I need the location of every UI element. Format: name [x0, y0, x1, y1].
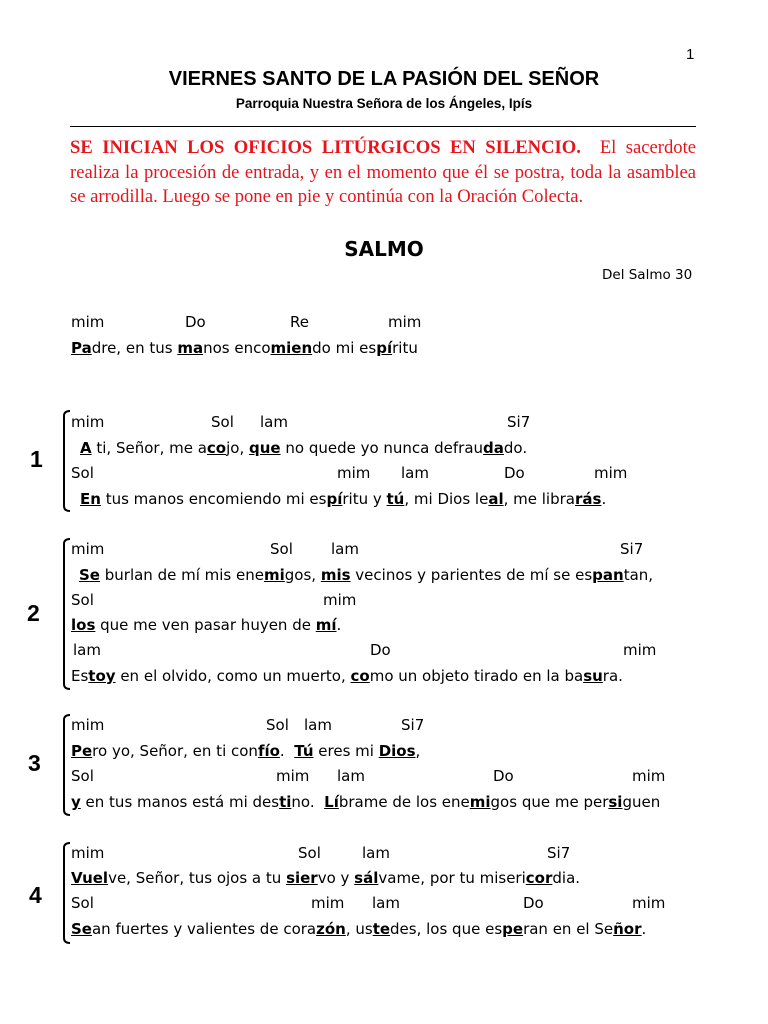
lyric-text: en el olvido, como un muerto, — [115, 667, 351, 685]
chord: mim — [276, 767, 310, 785]
stanza-3-lyric-2 — [71, 793, 660, 811]
chord: mim — [71, 540, 105, 558]
stanza-1-lyric-2 — [80, 490, 606, 508]
chord: lam — [401, 464, 429, 482]
lyric-text: , — [415, 742, 421, 760]
lyric-text: burlan de mí mis ene — [99, 566, 264, 584]
lyric-text: gos, — [284, 566, 321, 584]
chord: mim — [71, 413, 105, 431]
chord: lam — [372, 894, 400, 912]
stressed-syllable: que — [249, 439, 281, 457]
stanza-4-lyric-2 — [71, 920, 646, 938]
stressed-syllable: zón — [316, 920, 346, 938]
chord: Sol — [298, 844, 321, 862]
chord: mim — [71, 313, 105, 331]
lyric-text: tus manos encomiendo mi es — [100, 490, 327, 508]
chord: lam — [331, 540, 359, 558]
chord: Sol — [270, 540, 293, 558]
chord: mim — [71, 716, 105, 734]
psalm-title: SALMO — [344, 237, 424, 261]
chord: Do — [493, 767, 514, 785]
lyric-text: jo, — [226, 439, 249, 457]
stanza-4-lyric-1 — [71, 869, 580, 887]
lyric-text: , us — [345, 920, 373, 938]
stressed-syllable: los — [71, 616, 96, 634]
stressed-syllable: cor — [525, 869, 553, 887]
lyric-text: . — [641, 920, 647, 938]
chord: Si7 — [620, 540, 644, 558]
stressed-syllable: mi — [263, 566, 285, 584]
stressed-syllable: ma — [177, 339, 204, 357]
page-number: 1 — [686, 46, 695, 63]
lyric-text: ti, Señor, me a — [91, 439, 207, 457]
lyric-text: en tus manos está mi des — [80, 793, 280, 811]
stressed-syllable: En — [80, 490, 101, 508]
lyric-text: vame, por tu miseri — [378, 869, 526, 887]
parish-subtitle: Parroquia Nuestra Señora de los Ángeles, Ipís — [235, 96, 533, 111]
stressed-syllable: co — [206, 439, 227, 457]
chord: mim — [594, 464, 628, 482]
stanza-number: 4 — [29, 882, 42, 908]
chord: lam — [260, 413, 288, 431]
chord: Re — [290, 313, 309, 331]
lyric-text: ra. — [602, 667, 623, 685]
lyric-text: vecinos y parientes de mí se es — [350, 566, 593, 584]
chord: Sol — [211, 413, 234, 431]
lyric-text: eres mi — [313, 742, 379, 760]
stanza-2-lyric-2 — [71, 616, 341, 634]
chord: Sol — [71, 464, 94, 482]
lyric-text: mo un objeto tirado en la ba — [369, 667, 584, 685]
stressed-syllable: sier — [286, 869, 318, 887]
stressed-syllable: mí — [315, 616, 337, 634]
stressed-syllable: tú — [386, 490, 405, 508]
title-divider — [70, 126, 696, 127]
chord: Do — [523, 894, 544, 912]
stressed-syllable: Pa — [71, 339, 92, 357]
lyric-text: . — [279, 742, 295, 760]
stressed-syllable: fío — [257, 742, 280, 760]
stressed-syllable: sál — [354, 869, 379, 887]
lyric-text: no. — [291, 793, 325, 811]
lyric-text: ran en el Se — [523, 920, 614, 938]
refrain-lyric — [71, 339, 418, 357]
chord: mim — [632, 767, 666, 785]
chord: mim — [337, 464, 371, 482]
lyric-text: nos enco — [203, 339, 271, 357]
chord: Sol — [71, 767, 94, 785]
lyric-text: tan, — [623, 566, 654, 584]
stanza-number: 1 — [30, 446, 43, 472]
stressed-syllable: si — [608, 793, 623, 811]
chord: Si7 — [401, 716, 425, 734]
lyric-text: no quede yo nunca defrau — [280, 439, 484, 457]
stressed-syllable: Vuel — [71, 869, 109, 887]
lyric-text: do. — [503, 439, 528, 457]
stressed-syllable: al — [488, 490, 504, 508]
stressed-syllable: ti — [279, 793, 292, 811]
stressed-syllable: A — [80, 439, 92, 457]
rubric-lead: SE INICIAN LOS OFICIOS LITÚRGICOS EN SILENCIO. — [70, 137, 581, 158]
chord: mim — [388, 313, 422, 331]
stressed-syllable: rás — [574, 490, 602, 508]
chord: Sol — [71, 591, 94, 609]
stressed-syllable: mis — [320, 566, 351, 584]
lyric-text: . — [601, 490, 607, 508]
chord: Do — [370, 641, 391, 659]
stanza-2-lyric-3 — [71, 667, 623, 685]
chord: Sol — [266, 716, 289, 734]
chord: mim — [311, 894, 345, 912]
stressed-syllable: pí — [326, 490, 343, 508]
stressed-syllable: mi — [469, 793, 491, 811]
chord: lam — [73, 641, 101, 659]
chord: mim — [632, 894, 666, 912]
stanza-number: 3 — [28, 750, 41, 776]
lyric-text: ritu — [392, 339, 418, 357]
stressed-syllable: pan — [592, 566, 624, 584]
chord: Si7 — [507, 413, 531, 431]
lyric-text: dia. — [552, 869, 581, 887]
lyric-text: , me libra — [503, 490, 575, 508]
stressed-syllable: Dios — [378, 742, 416, 760]
lyric-text: dre, en tus — [91, 339, 178, 357]
lyric-text: ro yo, Señor, en ti con — [92, 742, 258, 760]
lyric-text: que me ven pasar huyen de — [95, 616, 316, 634]
stressed-syllable: Tú — [294, 742, 314, 760]
opening-rubric — [70, 136, 696, 210]
lyric-text: guen — [622, 793, 661, 811]
chord: mim — [623, 641, 657, 659]
stressed-syllable: toy — [88, 667, 116, 685]
stressed-syllable: da — [483, 439, 504, 457]
stressed-syllable: ñor — [613, 920, 642, 938]
chord: Do — [504, 464, 525, 482]
stressed-syllable: Se — [79, 566, 100, 584]
lyric-text: ritu y — [342, 490, 387, 508]
chord: lam — [362, 844, 390, 862]
stressed-syllable: Lí — [324, 793, 339, 811]
chord: Sol — [71, 894, 94, 912]
chord: lam — [337, 767, 365, 785]
stressed-syllable: co — [350, 667, 370, 685]
rubric-text: El sacerdote realiza la procesión de entrada, y en el momento que él se postra, toda la asamblea se arrodilla. Luego se pone en pie y continúa con la Oración Colecta. — [70, 137, 696, 207]
stressed-syllable: y — [71, 793, 81, 811]
stressed-syllable: su — [583, 667, 603, 685]
lyric-text: an fuertes y valientes de cora — [91, 920, 317, 938]
lyric-text: gos que me per — [490, 793, 609, 811]
document-title: VIERNES SANTO DE LA PASIÓN DEL SEÑOR — [168, 68, 600, 90]
lyric-text: . — [336, 616, 342, 634]
stressed-syllable: pí — [376, 339, 393, 357]
stressed-syllable: Pe — [71, 742, 93, 760]
stanza-1-lyric-1 — [80, 439, 527, 457]
psalm-source: Del Salmo 30 — [602, 267, 693, 283]
chord: mim — [323, 591, 357, 609]
lyric-text: vo y — [317, 869, 355, 887]
stressed-syllable: mien — [270, 339, 313, 357]
chord: Si7 — [547, 844, 571, 862]
lyric-text: ve, Señor, tus ojos a tu — [108, 869, 287, 887]
lyric-text: Es — [71, 667, 89, 685]
lyric-text: do mi es — [312, 339, 377, 357]
lyric-text: brame de los ene — [338, 793, 470, 811]
stressed-syllable: pe — [502, 920, 524, 938]
stanza-3-lyric-1 — [71, 742, 420, 760]
lyric-text: , mi Dios le — [404, 490, 489, 508]
lyric-text: des, los que es — [390, 920, 503, 938]
chord: mim — [71, 844, 105, 862]
stanza-number: 2 — [27, 600, 40, 626]
chord: Do — [185, 313, 206, 331]
stressed-syllable: Se — [71, 920, 92, 938]
stressed-syllable: te — [372, 920, 391, 938]
stanza-2-lyric-1 — [79, 566, 653, 584]
chord: lam — [304, 716, 332, 734]
